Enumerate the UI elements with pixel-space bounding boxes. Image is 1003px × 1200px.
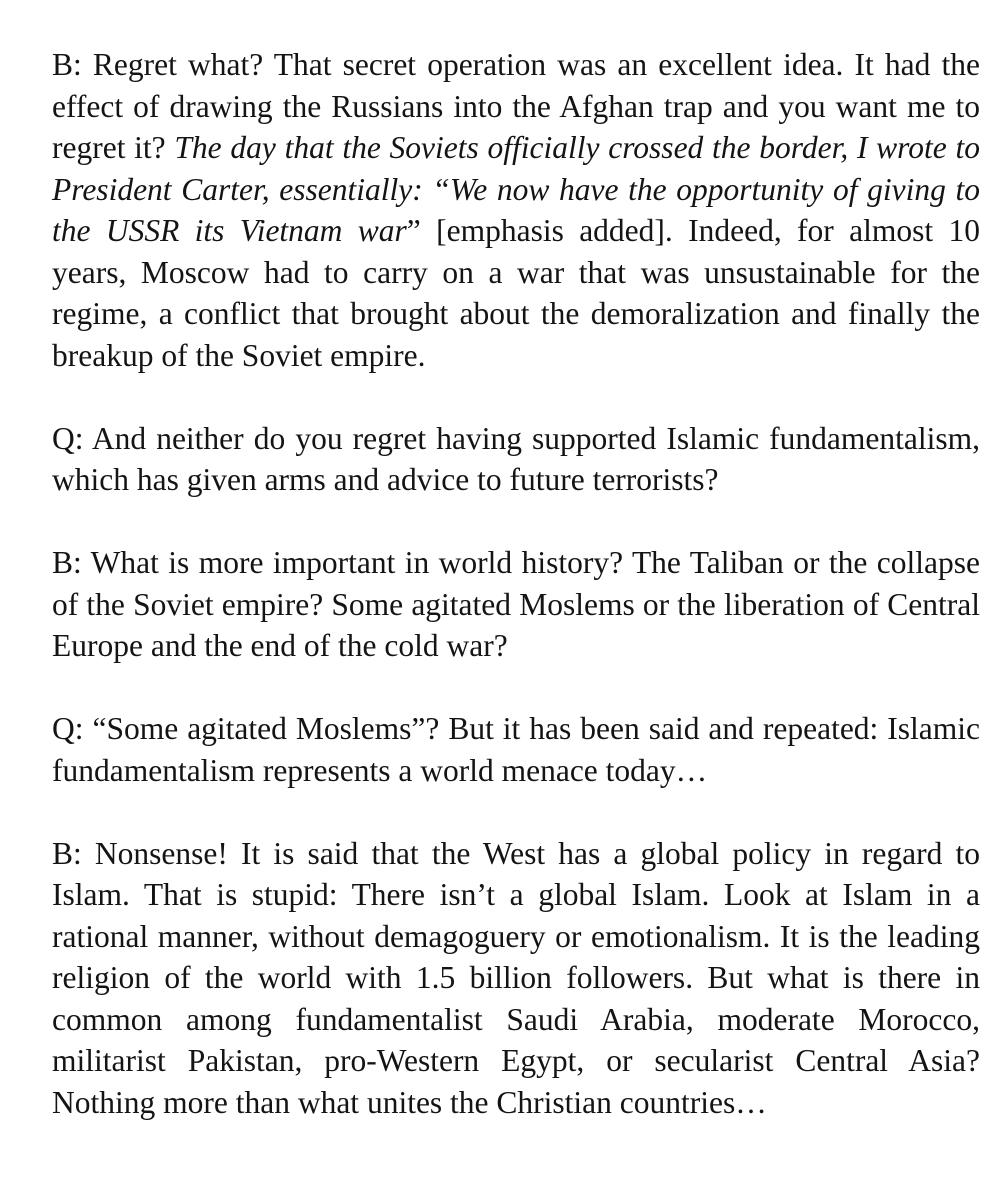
paragraph-q-fundamentalism bbox=[52, 418, 980, 501]
paragraph-gap bbox=[52, 501, 980, 543]
paragraph-text: Q: And neither do you regret having supported Islamic fundamentalism, which has given arms and advice to future terrorists? bbox=[52, 420, 980, 497]
paragraph-q-menace bbox=[52, 708, 980, 791]
paragraph-b-nonsense bbox=[52, 833, 980, 1124]
paragraph-gap bbox=[52, 376, 980, 418]
paragraph-gap bbox=[52, 791, 980, 833]
quoted-letter-text: The day that the Soviets officially crossed the border, I wrote to President Carter, essentially: “We now have the opportunity of giving to the USSR its Vietnam war bbox=[52, 130, 980, 248]
paragraph-text: B: Nonsense! It is said that the West has a global policy in regard to Islam. That is stupid: There isn’t a global Islam. Look at Islam in a rational manner, without demagoguery or emotionalism. It is the leading religion of the world with 1.5 billion followers. But what is there in common among fundamentalist Saudi Arabia, moderate Morocco, militarist Pakistan, pro-Western Egypt, or secularist Central Asia? Nothing more than what unites the Christian countries… bbox=[52, 835, 980, 1120]
paragraph-gap bbox=[52, 667, 980, 709]
paragraph-b-world-history bbox=[52, 542, 980, 667]
document-page bbox=[52, 44, 980, 1123]
paragraph-b-regret bbox=[52, 44, 980, 376]
paragraph-text: ” [emphasis added]. Indeed, for almost 10 years, Moscow had to carry on a war that was unsustainable for the regime, a conflict that brought about the demoralization and finally the breakup of the Soviet empire. bbox=[52, 213, 980, 373]
paragraph-text: B: What is more important in world history? The Taliban or the collapse of the Soviet empire? Some agitated Moslems or the liberation of Central Europe and the end of the cold war? bbox=[52, 545, 980, 663]
paragraph-text: B: Regret what? That secret operation was an excellent idea. It had the effect of drawing the Russians into the Afghan trap and you want me to regret it? bbox=[52, 47, 980, 165]
paragraph-text: Q: “Some agitated Moslems”? But it has been said and repeated: Islamic fundamentalism represents a world menace today… bbox=[52, 711, 980, 788]
